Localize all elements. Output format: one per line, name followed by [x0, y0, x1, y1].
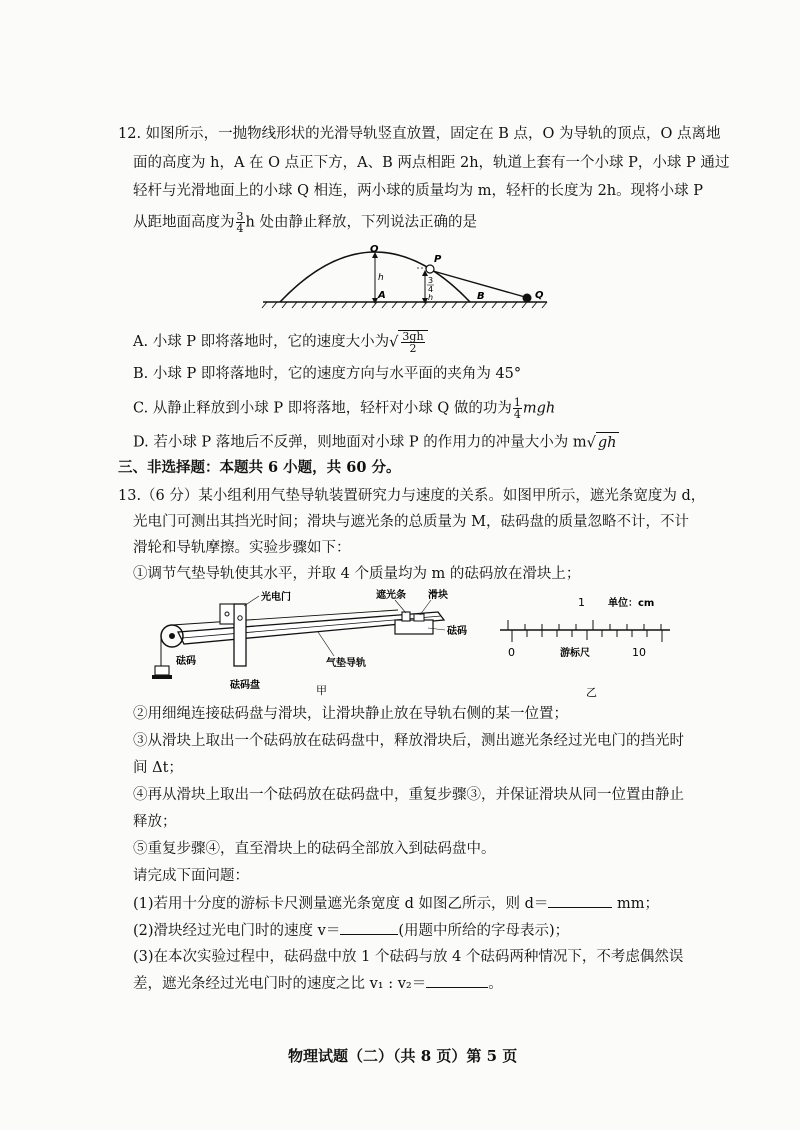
q13-sub-3b	[133, 973, 503, 994]
label-a: A	[378, 290, 386, 301]
label-photogate: 光电门	[261, 592, 291, 603]
q13-step-3a: ③从滑块上取出一个砝码放在砝码盘中，释放滑块后，测出遮光条经过光电门的挡光时	[133, 733, 684, 749]
q12-figure	[255, 238, 555, 313]
q13-sub-2	[133, 920, 569, 941]
q13-step-3b: 间 Δt；	[133, 760, 183, 776]
label-weight-left: 砝码	[176, 656, 196, 667]
figure-jia	[148, 588, 468, 700]
photogate	[234, 604, 246, 666]
shield-strip	[402, 612, 410, 621]
ball-p	[426, 265, 434, 273]
q12-fraction-den: 4	[236, 222, 244, 235]
q13-prompt: 请完成下面问题：	[133, 868, 249, 884]
label-o: O	[370, 244, 379, 255]
vernier-scale-ticks	[512, 630, 662, 642]
label-p: P	[434, 254, 442, 265]
option-d-text: D. 若小球 P 落地后不反弹，则地面对小球 P 的作用力的冲量大小为 m	[133, 434, 587, 451]
tick-label-10: 10	[632, 646, 646, 659]
label-pan: 砝码盘	[230, 680, 260, 691]
q12-line-4	[133, 211, 477, 234]
q12-line-3: 轻杆与光滑地面上的小球 Q 相连，两小球的质量均为 m，轻杆的长度为 2h。现将小球 P	[133, 183, 703, 199]
label-slider: 滑块	[428, 590, 448, 601]
unit-label: 单位：cm	[608, 598, 655, 609]
ground-hatching	[262, 302, 547, 308]
hanging-weight	[155, 666, 169, 675]
q12-option-a	[133, 330, 428, 354]
q12-option-c	[133, 397, 555, 420]
option-a-rad-num: 3gh	[402, 330, 424, 343]
q12-line-2: 面的高度为 h，A 在 O 点正下方，A、B 两点相距 2h，轨道上套有一个小球 P，小球 P 通过	[133, 155, 730, 171]
label-h: h	[378, 273, 384, 283]
answer-blank-d[interactable]	[548, 893, 612, 908]
main-scale-ticks	[508, 620, 661, 630]
answer-blank-ratio[interactable]	[426, 973, 488, 988]
option-c-frac-num: 1	[513, 396, 521, 409]
option-d-sqrt: √ gh	[587, 432, 619, 453]
q12-line-4-post: h 处由静止释放，下列说法正确的是	[245, 214, 477, 231]
caption-yi: 乙	[586, 686, 597, 698]
q13-step-4a: ④再从滑块上取出一个砝码放在砝码盘中，重复步骤③，并保证滑块从同一位置由静止	[133, 787, 684, 803]
sub-1-text: (1)若用十分度的游标卡尺测量遮光条宽度 d 如图乙所示，则 d＝	[133, 896, 549, 912]
sub-2-text: (2)滑块经过光电门时的速度 v＝	[133, 923, 341, 939]
q13-line-3: 滑轮和导轨摩擦。实验步骤如下：	[133, 540, 351, 556]
q12-line-1: 12. 如图所示，一抛物线形状的光滑导轨竖直放置，固定在 B 点，O 为导轨的顶点，O 点离地	[118, 126, 721, 142]
ball-q	[523, 294, 532, 303]
answer-blank-v[interactable]	[340, 920, 398, 935]
vernier-label: 游标尺	[560, 648, 590, 659]
option-d-rad: gh	[596, 432, 619, 453]
caption-jia: 甲	[316, 684, 327, 697]
sub-1-unit: mm；	[617, 896, 660, 912]
q13-line-1: 13.（6 分）某小组利用气垫导轨装置研究力与速度的关系。如图甲所示，遮光条宽度为 d，	[118, 488, 706, 504]
q12-option-d	[133, 432, 619, 453]
label-34-h: h	[428, 293, 434, 302]
slider-block	[395, 620, 433, 634]
tick-label-0: 0	[508, 646, 515, 659]
label-b: B	[477, 291, 485, 302]
slider-weight	[414, 614, 424, 621]
sub-3b-text: 差，遮光条经过光电门时的速度之比 v₁ : v₂＝	[133, 976, 427, 992]
label-34-num: 3	[428, 276, 434, 285]
q12-fraction-num: 3	[236, 210, 244, 223]
q13-step-4b: 释放；	[133, 814, 177, 830]
label-air-track: 气垫导轨	[326, 658, 366, 669]
section-3-heading: 三、非选择题：本题共 6 小题，共 60 分。	[118, 459, 401, 476]
option-c-fraction	[513, 397, 522, 420]
sub-2-post: (用题中所给的字母表示)；	[398, 923, 570, 939]
option-c-text: C. 从静止释放到小球 P 即将落地，轻杆对小球 Q 做的功为	[133, 400, 512, 417]
option-a-text: A. 小球 P 即将落地时，它的速度大小为	[133, 334, 390, 350]
figure-yi	[490, 592, 690, 698]
q12-fraction	[236, 211, 245, 234]
q13-step-1: ①调节气垫导轨使其水平，并取 4 个质量均为 m 的砝码放在滑块上；	[133, 566, 581, 582]
q12-option-b: B. 小球 P 即将落地时，它的速度方向与水平面的夹角为 45°	[133, 366, 522, 382]
label-34-den: 4	[428, 285, 434, 294]
sub-3b-post: 。	[488, 976, 503, 992]
label-q: Q	[535, 290, 544, 301]
q13-step-2: ②用细绳连接砝码盘与滑块，让滑块静止放在导轨右侧的某一位置；	[133, 706, 568, 722]
label-shield: 遮光条	[376, 590, 406, 601]
weight-pan	[152, 675, 172, 679]
q12-line-4-pre: 从距地面高度为	[133, 214, 235, 231]
q13-line-2: 光电门可测出其挡光时间；滑块与遮光条的总质量为 M，砝码盘的质量忽略不计，不计	[133, 514, 689, 530]
option-c-frac-den: 4	[513, 408, 521, 421]
option-c-post: mgh	[522, 400, 556, 417]
q13-step-5: ⑤重复步骤④，直至滑块上的砝码全部放入到砝码盘中。	[133, 841, 496, 857]
tick-label-1: 1	[578, 596, 585, 609]
q13-sub-3a: (3)在本次实验过程中，砝码盘中放 1 个砝码与放 4 个砝码两种情况下，不考虑偶然误	[133, 949, 684, 965]
label-weight-right: 砝码	[447, 626, 467, 637]
q13-sub-1	[133, 893, 659, 914]
option-a-rad-den: 2	[409, 342, 417, 355]
page-footer: 物理试题（二）（共 8 页）第 5 页	[288, 1047, 518, 1065]
option-a-sqrt: √ $\frac{3gh}{2}$	[389, 330, 427, 354]
